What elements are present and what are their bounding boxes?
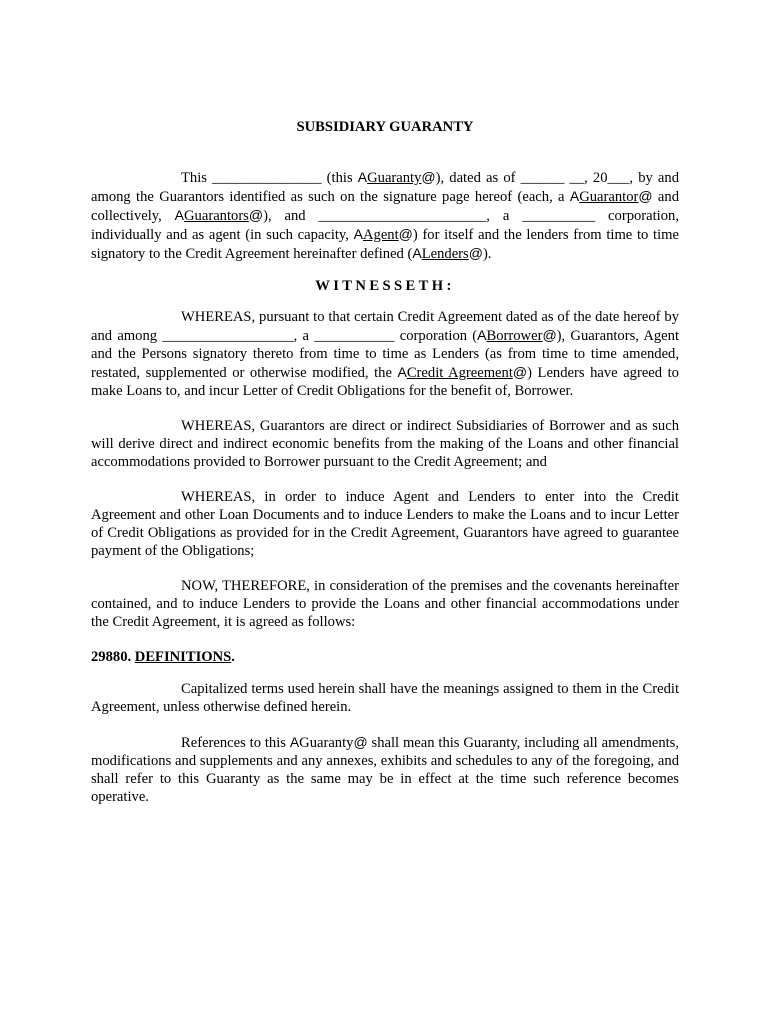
term-guaranty: Guaranty bbox=[367, 170, 422, 186]
term-borrower: Borrower bbox=[486, 328, 543, 344]
definitions-paragraph-1: Capitalized terms used herein shall have the meanings assigned to them in the Credit Agreement, unless otherwise defined herein. bbox=[91, 681, 679, 715]
term-lenders: Lenders bbox=[421, 246, 469, 262]
term-guaranty-ref: Guaranty bbox=[299, 735, 354, 751]
witnesseth-heading: WITNESSETH: bbox=[315, 278, 455, 294]
term-credit-agreement: Credit Agreement bbox=[406, 365, 513, 381]
definitions-paragraph-2: References to this AGuaranty@ shall mean this Guaranty, including all amendments, modifications and supplements and any annexes, exhibits and schedules to any of the foregoing, and shall refer to this Guaranty as the same may be in effect at the time such reference becomes operative. bbox=[91, 734, 679, 805]
section-heading-definitions: 29880. DEFINITIONS. bbox=[91, 649, 235, 665]
term-agent: Agent bbox=[362, 227, 399, 243]
document-title: SUBSIDIARY GUARANTY bbox=[296, 119, 474, 135]
recital-paragraph-1: WHEREAS, pursuant to that certain Credit Agreement dated as of the date hereof by and among __________________, a ___________ corporation (ABorrower@), Guarantors, Agent and the Persons signatory thereto from time to time as Lenders (as from time to time amended, restated, supplemented or otherwise modified, the ACredit Agreement@) Lenders have agreed to make Loans to, and incur Letter of Credit Obligations for the benefit of, Borrower. bbox=[91, 309, 680, 399]
term-guarantors: Guarantors bbox=[184, 208, 249, 224]
recital-paragraph-3: WHEREAS, in order to induce Agent and Lenders to enter into the Credit Agreement and other Loan Documents and to induce Lenders to make the Loans and to incur Letter of Credit Obligations as provided for in the Credit Agreement, Guarantors have agreed to guarantee payment of the Obligations; bbox=[91, 489, 679, 559]
intro-paragraph: This _______________ (this AGuaranty@), dated as of ______ __, 20___, by and among the Guarantors identified as such on the signature page hereof (each, a AGuarantor@ and collectively, AGuarantors@), and _______________________, a __________ corporation, individually and as agent (in such capacity, AAgent@) for itself and the lenders from time to time signatory to the Credit Agreement hereinafter defined (ALenders@). bbox=[91, 169, 679, 262]
term-guarantor: Guarantor bbox=[579, 189, 639, 205]
document-page bbox=[91, 118, 679, 823]
recital-paragraph-2: WHEREAS, Guarantors are direct or indirect Subsidiaries of Borrower and as such will derive direct and indirect economic benefits from the making of the Loans and other financial accommodations provided to Borrower pursuant to the Credit Agreement; and bbox=[91, 418, 679, 470]
now-therefore-paragraph: NOW, THEREFORE, in consideration of the premises and the covenants hereinafter contained, and to induce Lenders to provide the Loans and other financial accommodations under the Credit Agreement, it is agreed as follows: bbox=[91, 578, 679, 630]
